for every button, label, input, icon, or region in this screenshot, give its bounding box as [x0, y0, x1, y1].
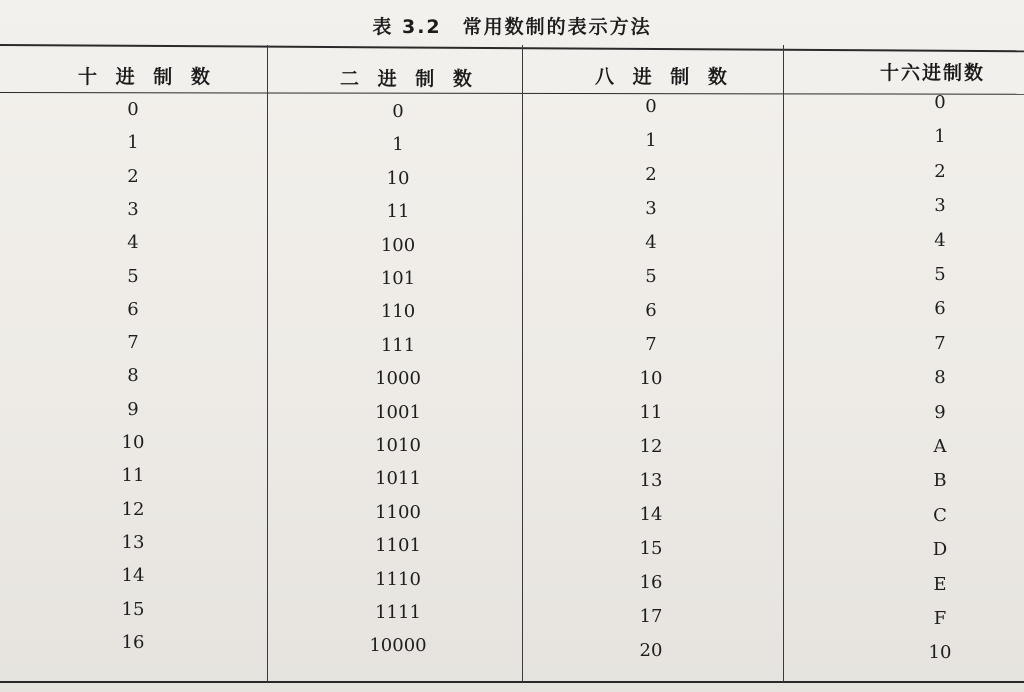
cell-binary-10: 1010	[375, 435, 421, 456]
cell-hex-2: 2	[934, 160, 946, 182]
column-divider	[783, 45, 784, 682]
table-caption: 表 3.2 常用数制的表示方法	[372, 16, 652, 38]
header-hexadecimal: 十六进制数	[880, 62, 986, 84]
cell-decimal-9: 9	[127, 398, 139, 420]
table-header-rule	[0, 92, 1024, 95]
cell-hex-16: 10	[928, 642, 952, 664]
cell-binary-16: 10000	[369, 635, 427, 657]
cell-decimal-3: 3	[127, 198, 139, 220]
header-octal: 八 进 制 数	[595, 66, 733, 88]
cell-hex-4: 4	[934, 229, 946, 251]
cell-hex-15: F	[933, 608, 947, 629]
cell-decimal-10: 10	[121, 432, 145, 453]
cell-octal-8: 10	[639, 368, 663, 389]
cell-binary-1: 1	[392, 134, 404, 156]
cell-binary-7: 111	[380, 334, 416, 356]
cell-decimal-14: 14	[121, 565, 145, 587]
cell-hex-11: B	[933, 470, 947, 492]
cell-hex-3: 3	[934, 195, 946, 217]
cell-hex-8: 8	[934, 367, 946, 389]
cell-hex-0: 0	[934, 92, 946, 113]
cell-hex-7: 7	[934, 332, 946, 354]
cell-decimal-2: 2	[127, 165, 139, 187]
column-divider	[522, 45, 523, 682]
cell-binary-15: 1111	[375, 602, 421, 623]
cell-octal-1: 1	[645, 130, 657, 151]
cell-hex-6: 6	[934, 298, 946, 320]
cell-octal-2: 2	[645, 164, 657, 185]
cell-octal-3: 3	[645, 198, 657, 219]
table-bottom-rule	[0, 681, 1024, 683]
cell-octal-14: 16	[639, 572, 663, 593]
cell-decimal-4: 4	[127, 232, 139, 254]
cell-hex-5: 5	[934, 264, 946, 285]
cell-decimal-0: 0	[127, 99, 139, 120]
cell-octal-7: 7	[645, 334, 657, 355]
cell-octal-13: 15	[639, 538, 663, 559]
cell-binary-0: 0	[392, 101, 404, 122]
cell-decimal-1: 1	[127, 132, 139, 154]
cell-hex-9: 9	[934, 401, 946, 423]
cell-binary-3: 11	[386, 201, 410, 223]
cell-decimal-7: 7	[127, 332, 139, 354]
cell-binary-12: 1100	[375, 501, 421, 523]
cell-binary-6: 110	[380, 301, 416, 323]
cell-octal-11: 13	[639, 470, 663, 491]
cell-decimal-13: 13	[121, 531, 145, 553]
cell-binary-2: 10	[386, 167, 410, 189]
cell-octal-9: 11	[639, 402, 663, 423]
cell-hex-1: 1	[934, 126, 946, 148]
cell-decimal-6: 6	[127, 298, 139, 320]
cell-binary-8: 1000	[375, 368, 421, 390]
cell-binary-11: 1011	[375, 468, 421, 490]
cell-binary-4: 100	[380, 234, 416, 256]
cell-decimal-5: 5	[127, 265, 139, 287]
header-decimal: 十 进 制 数	[78, 66, 216, 88]
cell-decimal-12: 12	[121, 498, 145, 520]
header-binary: 二 进 制 数	[340, 68, 478, 90]
cell-decimal-8: 8	[127, 365, 139, 387]
cell-binary-13: 1101	[375, 535, 421, 557]
cell-octal-0: 0	[645, 96, 657, 117]
cell-hex-12: C	[933, 504, 947, 526]
cell-octal-5: 5	[645, 266, 657, 287]
cell-octal-12: 14	[639, 504, 663, 525]
cell-hex-10: A	[933, 436, 947, 457]
cell-hex-14: E	[933, 573, 947, 595]
cell-binary-5: 101	[380, 268, 416, 289]
table-top-rule	[0, 44, 1024, 52]
cell-decimal-16: 16	[121, 631, 145, 653]
column-divider	[267, 45, 268, 682]
cell-octal-4: 4	[645, 232, 657, 253]
cell-binary-14: 1110	[375, 568, 421, 590]
cell-decimal-15: 15	[121, 598, 145, 620]
cell-binary-9: 1001	[375, 401, 421, 423]
cell-octal-15: 17	[639, 606, 663, 627]
cell-octal-10: 12	[639, 436, 663, 457]
cell-octal-16: 20	[639, 640, 663, 661]
cell-octal-6: 6	[645, 300, 657, 321]
cell-decimal-11: 11	[121, 465, 145, 487]
cell-hex-13: D	[932, 539, 948, 561]
